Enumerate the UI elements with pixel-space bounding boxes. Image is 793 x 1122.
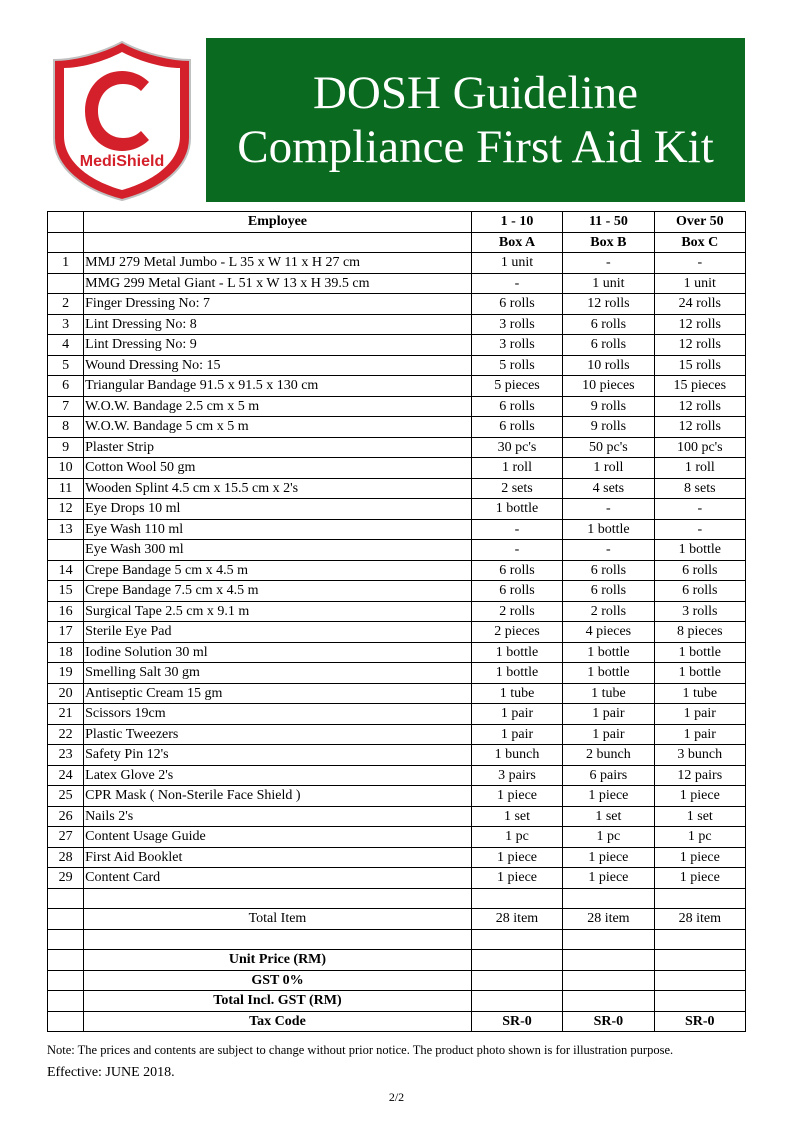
item-number: 21 [48,704,84,725]
box-a-qty: 1 pc [471,827,562,848]
title-line-1: DOSH Guideline [312,67,639,119]
box-c-qty: - [654,253,745,274]
box-c-qty: 12 rolls [654,314,745,335]
box-a-qty: 1 roll [471,458,562,479]
box-c-qty: 1 unit [654,273,745,294]
box-b-qty: 1 set [563,806,654,827]
item-name: Finger Dressing No: 7 [84,294,472,315]
item-number [48,540,84,561]
total-incl-gst-label: Total Incl. GST (RM) [84,991,472,1012]
table-row [48,314,746,335]
box-a-qty: - [471,519,562,540]
box-c-qty: 12 rolls [654,396,745,417]
tax-code-c: SR-0 [654,1011,745,1032]
item-number: 16 [48,601,84,622]
box-a-qty: 6 rolls [471,560,562,581]
effective-date: Effective: JUNE 2018. [47,1065,175,1080]
box-a-qty: 1 tube [471,683,562,704]
box-a-qty: 1 pair [471,704,562,725]
item-number: 22 [48,724,84,745]
table-row [48,253,746,274]
item-name: Lint Dressing No: 9 [84,335,472,356]
first-aid-kit-table [47,211,746,1032]
box-b-qty: 1 pc [563,827,654,848]
header-box-c: Box C [654,232,745,253]
item-number: 2 [48,294,84,315]
box-c-qty: 1 piece [654,868,745,889]
box-a-qty: - [471,273,562,294]
tax-code-row [48,1011,746,1032]
box-b-qty: 6 rolls [563,560,654,581]
box-b-qty: 1 roll [563,458,654,479]
table-row [48,437,746,458]
table-row [48,540,746,561]
box-b-qty: 10 pieces [563,376,654,397]
item-number: 5 [48,355,84,376]
item-name: Plaster Strip [84,437,472,458]
total-incl-gst-row [48,991,746,1012]
box-c-qty: 3 rolls [654,601,745,622]
box-c-qty: 6 rolls [654,581,745,602]
box-a-qty: 6 rolls [471,294,562,315]
spacer-row [48,929,746,950]
spacer-row [48,888,746,909]
tax-code-b: SR-0 [563,1011,654,1032]
item-name: Sterile Eye Pad [84,622,472,643]
table-row [48,273,746,294]
box-c-qty: - [654,499,745,520]
item-name: Cotton Wool 50 gm [84,458,472,479]
item-name: Latex Glove 2's [84,765,472,786]
box-b-qty: 6 rolls [563,335,654,356]
box-b-qty: 1 piece [563,868,654,889]
tax-code-a: SR-0 [471,1011,562,1032]
item-number: 15 [48,581,84,602]
box-c-qty: 1 pair [654,704,745,725]
box-a-qty: 2 rolls [471,601,562,622]
box-b-qty: 1 piece [563,847,654,868]
table-row [48,294,746,315]
box-a-qty: 1 unit [471,253,562,274]
box-c-qty: 1 bottle [654,540,745,561]
box-a-qty: - [471,540,562,561]
item-name: MMG 299 Metal Giant - L 51 x W 13 x H 39.5 cm [84,273,472,294]
box-b-qty: 1 unit [563,273,654,294]
tax-code-label: Tax Code [84,1011,472,1032]
table-row [48,396,746,417]
item-number: 12 [48,499,84,520]
item-name: Scissors 19cm [84,704,472,725]
item-number: 11 [48,478,84,499]
logo-wordmark: MediShield [79,153,165,170]
item-name: Crepe Bandage 5 cm x 4.5 m [84,560,472,581]
box-a-qty: 1 bottle [471,499,562,520]
title-line-2: Compliance First Aid Kit [237,121,714,173]
item-name: Eye Wash 110 ml [84,519,472,540]
box-c-qty: 15 rolls [654,355,745,376]
box-a-qty: 1 bottle [471,663,562,684]
header-row [48,212,746,233]
item-number: 7 [48,396,84,417]
table-row [48,745,746,766]
box-b-qty: 9 rolls [563,417,654,438]
table-row [48,335,746,356]
box-c-qty: 8 sets [654,478,745,499]
header-range-b: 11 - 50 [563,212,654,233]
table-row [48,704,746,725]
unit-price-label: Unit Price (RM) [84,950,472,971]
table-row [48,601,746,622]
box-b-qty: 6 pairs [563,765,654,786]
box-a-qty: 5 rolls [471,355,562,376]
box-a-qty: 6 rolls [471,396,562,417]
box-b-qty: 10 rolls [563,355,654,376]
box-c-qty: 1 pc [654,827,745,848]
total-c: 28 item [654,909,745,930]
item-name: W.O.W. Bandage 5 cm x 5 m [84,417,472,438]
item-number: 20 [48,683,84,704]
total-b: 28 item [563,909,654,930]
box-b-qty: 1 bottle [563,663,654,684]
table-row [48,642,746,663]
item-name: Eye Drops 10 ml [84,499,472,520]
table-row [48,581,746,602]
header-range-a: 1 - 10 [471,212,562,233]
box-c-qty: 1 pair [654,724,745,745]
item-number: 27 [48,827,84,848]
box-a-qty: 1 bunch [471,745,562,766]
box-a-qty: 2 pieces [471,622,562,643]
item-name: Eye Wash 300 ml [84,540,472,561]
table-row [48,519,746,540]
item-name: Triangular Bandage 91.5 x 91.5 x 130 cm [84,376,472,397]
item-number [48,273,84,294]
box-c-qty: 1 piece [654,786,745,807]
box-a-qty: 2 sets [471,478,562,499]
box-c-qty: 12 rolls [654,417,745,438]
table-row [48,622,746,643]
item-number: 29 [48,868,84,889]
employee-header: Employee [84,212,472,233]
item-name: MMJ 279 Metal Jumbo - L 35 x W 11 x H 27 cm [84,253,472,274]
item-name: Lint Dressing No: 8 [84,314,472,335]
box-c-qty: 6 rolls [654,560,745,581]
box-a-qty: 5 pieces [471,376,562,397]
item-name: CPR Mask ( Non-Sterile Face Shield ) [84,786,472,807]
item-number: 14 [48,560,84,581]
box-a-qty: 1 piece [471,868,562,889]
item-number: 23 [48,745,84,766]
table-row [48,458,746,479]
item-number: 13 [48,519,84,540]
item-name: Smelling Salt 30 gm [84,663,472,684]
box-a-qty: 1 piece [471,847,562,868]
total-label: Total Item [84,909,472,930]
box-c-qty: 12 rolls [654,335,745,356]
title-banner [206,38,745,202]
table-row [48,786,746,807]
header-box-a: Box A [471,232,562,253]
box-c-qty: 8 pieces [654,622,745,643]
item-name: Safety Pin 12's [84,745,472,766]
item-number: 10 [48,458,84,479]
item-name: Wooden Splint 4.5 cm x 15.5 cm x 2's [84,478,472,499]
table-row [48,478,746,499]
item-number: 8 [48,417,84,438]
medishield-logo [48,38,196,202]
total-a: 28 item [471,909,562,930]
box-b-qty: 4 sets [563,478,654,499]
item-number: 6 [48,376,84,397]
item-name: Surgical Tape 2.5 cm x 9.1 m [84,601,472,622]
box-b-qty: 12 rolls [563,294,654,315]
box-c-qty: 1 tube [654,683,745,704]
table-row [48,499,746,520]
item-number: 17 [48,622,84,643]
table-row [48,868,746,889]
table-row [48,376,746,397]
box-b-qty: 2 bunch [563,745,654,766]
box-a-qty: 3 pairs [471,765,562,786]
box-c-qty: 24 rolls [654,294,745,315]
box-c-qty: - [654,519,745,540]
item-name: Content Card [84,868,472,889]
box-a-qty: 3 rolls [471,335,562,356]
box-header-row [48,232,746,253]
gst-label: GST 0% [84,970,472,991]
item-name: First Aid Booklet [84,847,472,868]
table-row [48,663,746,684]
box-b-qty: 1 tube [563,683,654,704]
box-a-qty: 1 pair [471,724,562,745]
box-c-qty: 1 roll [654,458,745,479]
box-a-qty: 6 rolls [471,581,562,602]
box-c-qty: 12 pairs [654,765,745,786]
item-name: Wound Dressing No: 15 [84,355,472,376]
disclaimer-note: Note: The prices and contents are subject to change without prior notice. The product photo shown is for illustration purpose. [47,1043,674,1057]
table-row [48,724,746,745]
box-a-qty: 1 piece [471,786,562,807]
box-c-qty: 1 bottle [654,663,745,684]
table-row [48,827,746,848]
total-row [48,909,746,930]
item-name: W.O.W. Bandage 2.5 cm x 5 m [84,396,472,417]
box-b-qty: 4 pieces [563,622,654,643]
table-row [48,560,746,581]
unit-price-row [48,950,746,971]
box-b-qty: 1 pair [563,724,654,745]
header-box-b: Box B [563,232,654,253]
box-b-qty: - [563,253,654,274]
box-b-qty: 1 pair [563,704,654,725]
box-b-qty: 6 rolls [563,581,654,602]
page-number: 2/2 [388,1090,405,1104]
item-name: Nails 2's [84,806,472,827]
box-b-qty: 6 rolls [563,314,654,335]
table-row [48,847,746,868]
table-row [48,683,746,704]
item-number: 4 [48,335,84,356]
item-name: Antiseptic Cream 15 gm [84,683,472,704]
box-a-qty: 1 bottle [471,642,562,663]
box-b-qty: 1 piece [563,786,654,807]
box-b-qty: 9 rolls [563,396,654,417]
box-b-qty: 1 bottle [563,642,654,663]
box-b-qty: - [563,540,654,561]
item-name: Plastic Tweezers [84,724,472,745]
table-row [48,355,746,376]
item-number: 25 [48,786,84,807]
box-b-qty: - [563,499,654,520]
box-c-qty: 15 pieces [654,376,745,397]
box-c-qty: 1 set [654,806,745,827]
box-a-qty: 3 rolls [471,314,562,335]
box-c-qty: 1 piece [654,847,745,868]
box-a-qty: 1 set [471,806,562,827]
header-range-c: Over 50 [654,212,745,233]
item-number: 28 [48,847,84,868]
item-number: 19 [48,663,84,684]
item-name: Iodine Solution 30 ml [84,642,472,663]
item-number: 3 [48,314,84,335]
gst-row [48,970,746,991]
box-b-qty: 1 bottle [563,519,654,540]
table-row [48,765,746,786]
item-name: Crepe Bandage 7.5 cm x 4.5 m [84,581,472,602]
item-number: 18 [48,642,84,663]
table-row [48,417,746,438]
item-number: 9 [48,437,84,458]
box-b-qty: 50 pc's [563,437,654,458]
item-number: 26 [48,806,84,827]
box-c-qty: 100 pc's [654,437,745,458]
item-number: 1 [48,253,84,274]
box-c-qty: 1 bottle [654,642,745,663]
item-number: 24 [48,765,84,786]
box-b-qty: 2 rolls [563,601,654,622]
item-name: Content Usage Guide [84,827,472,848]
box-a-qty: 6 rolls [471,417,562,438]
table-row [48,806,746,827]
box-a-qty: 30 pc's [471,437,562,458]
box-c-qty: 3 bunch [654,745,745,766]
